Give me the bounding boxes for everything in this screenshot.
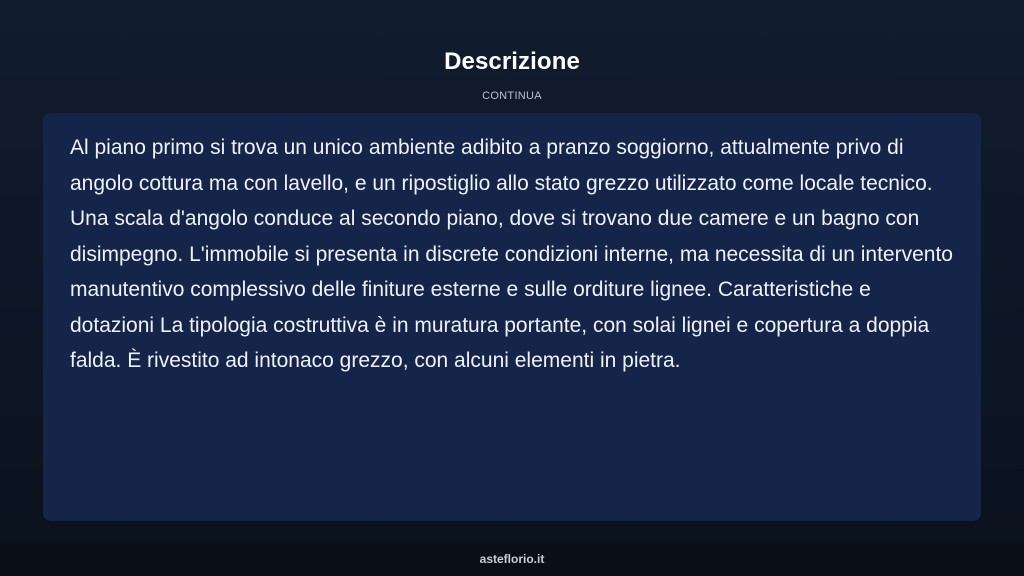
page-title: Descrizione [444, 48, 580, 75]
page-subtitle: CONTINUA [482, 90, 542, 102]
footer-site-label: asteflorio.it [479, 552, 545, 566]
description-card [43, 113, 981, 521]
footer-bar [0, 543, 1024, 576]
description-text: Al piano primo si trova un unico ambiente adibito a pranzo soggiorno, attualmente privo di angolo cottura ma con lavello, e un ripostiglio allo stato grezzo utilizzato come locale tecnico. Una scala d'angolo conduce al secondo piano, dove si trovano due camere e un bagno con disimpegno. L'immobile si presenta in discrete condizioni interne, ma necessita di un intervento manutentivo complessivo delle finiture esterne e sulle orditure lignee. Caratteristiche e dotazioni La tipologia costruttiva è in muratura portante, con solai lignei e copertura a doppia falda. È rivestito ad intonaco grezzo, con alcuni elementi in pietra. [70, 136, 953, 372]
